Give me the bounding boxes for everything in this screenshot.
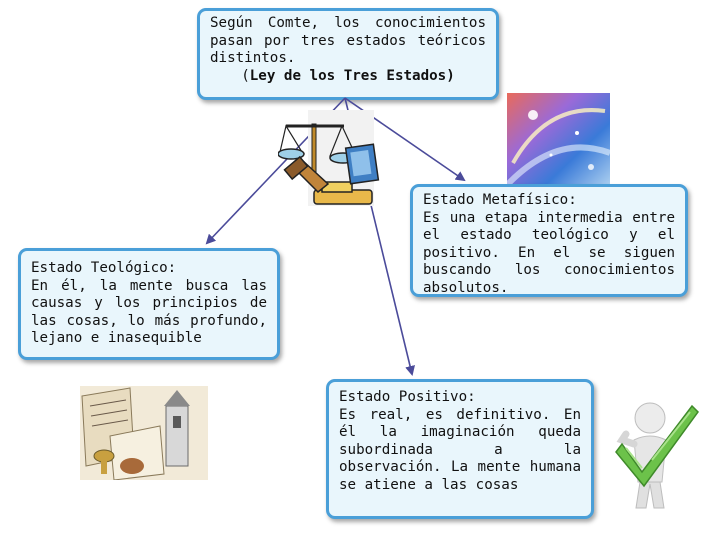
metafisico-text: Es una etapa intermedia entre el estado teológico y el positivo. En el se siguen buscando los conocimientos absolutos.: [423, 209, 675, 296]
positivo-text: Es real, es definitivo. En él la imaginación queda subordinada a la observación. La mente humana se atiene a las cosas: [339, 406, 581, 493]
teologico-text: En él, la mente busca las causas y los principios de las cosas, lo más profundo, lejano e inasequible: [31, 277, 267, 347]
estado-teologico-box: [18, 248, 280, 360]
ley-name: Ley de los Tres Estados): [249, 67, 455, 84]
metafisico-title: Estado Metafísico:: [423, 192, 577, 208]
teologico-title: Estado Teológico:: [31, 260, 177, 276]
ley-intro-text: Según Comte, los conocimientos pasan por tres estados teóricos distintos.: [210, 15, 486, 67]
scales-of-justice-icon: [278, 104, 388, 216]
estado-metafisico-box: [410, 184, 688, 297]
estado-positivo-box: [326, 379, 594, 519]
cosmic-swirl-image: [507, 93, 610, 192]
person-checkmark-icon: [612, 400, 704, 512]
church-books-image: [80, 386, 208, 480]
positivo-title: Estado Positivo:: [339, 389, 476, 405]
ley-paren: (: [241, 67, 250, 84]
